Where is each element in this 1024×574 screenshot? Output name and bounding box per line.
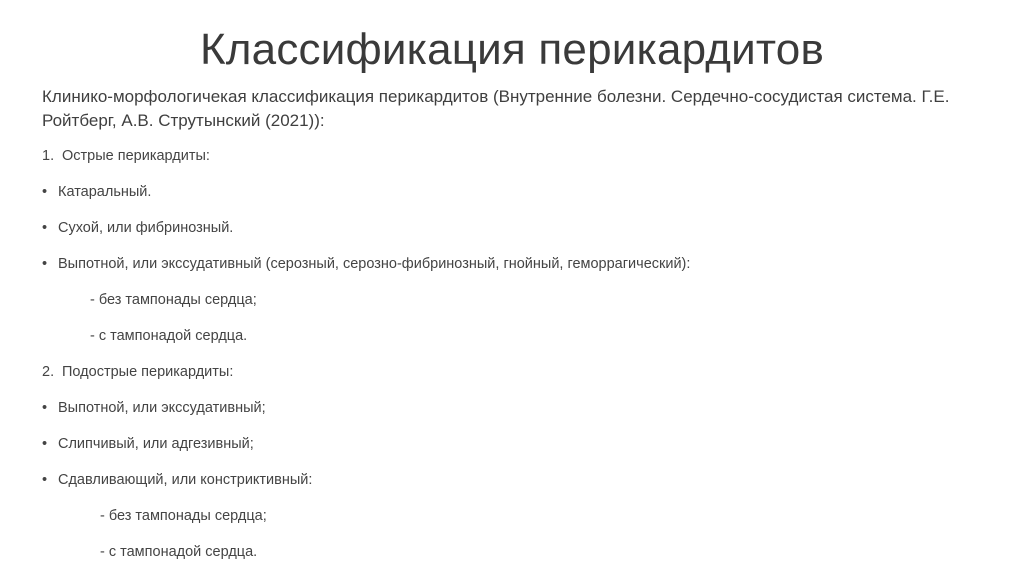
sub-item-text: - с тампонадой сердца. xyxy=(100,544,258,560)
list-item-text: Сухой, или фибринозный. xyxy=(58,220,234,236)
bullet: • xyxy=(42,220,48,236)
list-item-text: Выпотной, или экссудативный (серозный, серозно-фибринозный, гнойный, геморрагический): xyxy=(58,256,691,272)
list-number: 1. xyxy=(42,148,55,164)
list-item xyxy=(42,399,266,417)
list-item xyxy=(42,255,690,273)
intro-text: Клинико-морфологичекая классификация перикардитов (Внутренние болезни. Сердечно-сосудистая система. Г.Е. Ройтберг, А.В. Струтынский (2021)): xyxy=(42,87,950,130)
sub-item-text: - без тампонады сердца; xyxy=(90,292,257,308)
sub-item-text: - без тампонады сердца; xyxy=(100,508,267,524)
list-item-text: Сдавливающий, или констриктивный: xyxy=(58,472,313,488)
sub-item xyxy=(90,327,247,345)
list-item-text: Катаральный. xyxy=(58,184,152,200)
list-item xyxy=(42,435,254,453)
list-item xyxy=(42,219,233,237)
list-item-text: Выпотной, или экссудативный; xyxy=(58,400,266,416)
slide-title: Классификация перикардитов xyxy=(199,25,825,74)
list-item xyxy=(42,471,312,489)
bullet: • xyxy=(42,472,48,488)
list-item-text: Подострые перикардиты: xyxy=(62,364,234,380)
sub-item-text: - с тампонадой сердца. xyxy=(90,328,248,344)
list-item xyxy=(42,183,151,201)
list-item-text: Острые перикардиты: xyxy=(62,148,210,164)
bullet: • xyxy=(42,436,48,452)
list-item xyxy=(42,363,233,381)
sub-item xyxy=(90,291,257,309)
sub-item xyxy=(100,507,267,525)
bullet: • xyxy=(42,400,48,416)
bullet: • xyxy=(42,184,48,200)
bullet: • xyxy=(42,256,48,272)
list-item xyxy=(42,147,210,165)
sub-item xyxy=(100,543,257,561)
list-number: 2. xyxy=(42,364,55,380)
list-item-text: Слипчивый, или адгезивный; xyxy=(58,436,254,452)
